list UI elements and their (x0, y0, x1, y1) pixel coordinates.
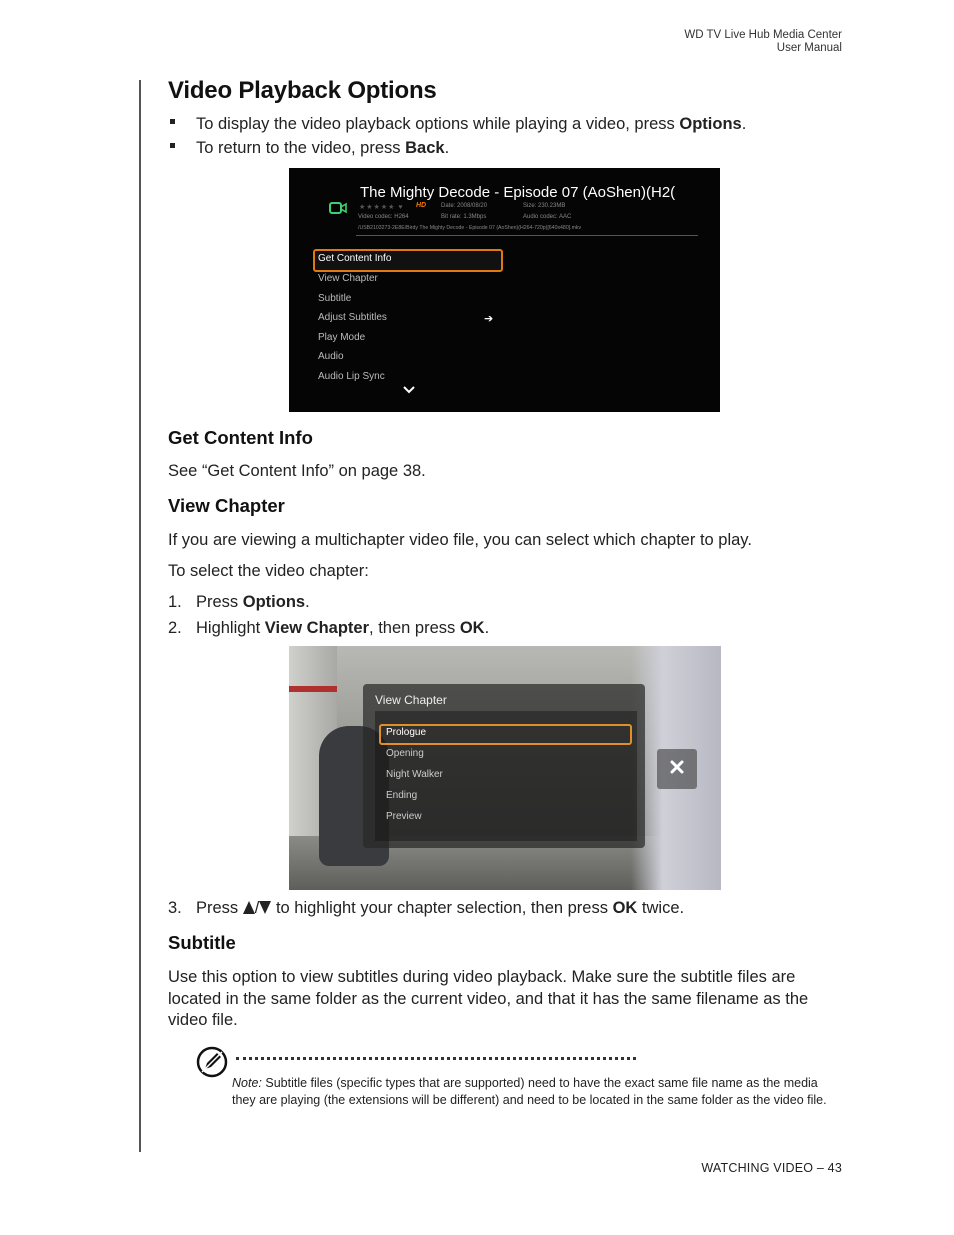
chapter-item[interactable]: Opening (386, 748, 424, 759)
bullet-item: To return to the video, press Back. (168, 137, 746, 161)
chapter-item[interactable]: Prologue (386, 727, 427, 738)
rating-stars-icon: ★★★★★ ♥ (359, 204, 404, 211)
running-header (684, 29, 842, 55)
step-2: 2. Highlight View Chapter, then press OK. (168, 619, 490, 637)
meta-audio-codec: Audio codec: AAC (523, 214, 572, 220)
chevron-down-icon[interactable] (402, 385, 416, 394)
margin-rule (139, 80, 141, 1152)
chapter-dialog-title: View Chapter (375, 693, 447, 707)
heading-subtitle: Subtitle (168, 932, 236, 953)
step-1: 1. Press Options. (168, 593, 310, 611)
background-stripe (289, 686, 337, 692)
chapter-item[interactable]: Ending (386, 790, 418, 801)
step-3: 3. Press / to highlight your chapter selection, then press OK twice. (168, 899, 685, 917)
heading-view-chapter: View Chapter (168, 495, 285, 516)
heading-get-content-info: Get Content Info (168, 427, 313, 448)
hd-badge: HD (416, 202, 427, 209)
menu-item-play-mode[interactable]: Play Mode (318, 332, 366, 343)
menu-item-audio-lip-sync[interactable]: Audio Lip Sync (318, 371, 385, 382)
chapter-item[interactable]: Night Walker (386, 769, 443, 780)
meta-video-codec: Video codec: H264 (358, 214, 409, 220)
video-camera-icon (329, 201, 347, 215)
menu-item-get-content-info[interactable]: Get Content Info (318, 253, 392, 264)
meta-bit-rate: Bit rate: 1.3Mbps (441, 214, 487, 220)
view-chapter-instruction: To select the video chapter: (168, 562, 369, 580)
note-dotted-rule (236, 1057, 636, 1060)
view-chapter-text: If you are viewing a multichapter video file, you can select which chapter to play. (168, 531, 752, 549)
note-pencil-icon (196, 1046, 228, 1078)
menu-item-subtitle[interactable]: Subtitle (318, 293, 352, 304)
menu-item-adjust-subtitles[interactable]: Adjust Subtitles (318, 312, 387, 323)
note-text: Note: Subtitle files (specific types that are supported) need to have the exact same file name as the media they are playing (the extensions will be different) and need to be located in the same folder as the video file. (232, 1076, 827, 1107)
header-subtitle: User Manual (776, 42, 842, 54)
meta-file-path: /USB2103273-2E8E/Birdy The Mighty Decode - Episode 07 (AoShen)(H264-720p)[640x480].mkv (358, 225, 582, 231)
playback-options-screenshot (289, 168, 720, 412)
down-arrow-icon (259, 901, 271, 914)
arrow-right-icon: ➔ (484, 313, 494, 325)
menu-item-audio[interactable]: Audio (318, 351, 344, 362)
view-chapter-screenshot (289, 646, 721, 890)
chapter-item[interactable]: Preview (386, 811, 422, 822)
meta-date: Date: 2008/08/20 (441, 203, 488, 209)
get-content-info-text: See “Get Content Info” on page 38. (168, 462, 426, 480)
section-title: Video Playback Options (168, 77, 437, 104)
menu-item-view-chapter[interactable]: View Chapter (318, 273, 378, 284)
meta-size: Size: 230.23MB (523, 203, 566, 209)
up-arrow-icon (243, 901, 255, 914)
bullet-list (168, 113, 746, 161)
page-footer: WATCHING VIDEO – 43 (701, 1161, 842, 1175)
divider (356, 235, 698, 236)
close-icon[interactable] (669, 759, 685, 775)
header-title: WD TV Live Hub Media Center (684, 29, 842, 41)
subtitle-text: Use this option to view subtitles during video playback. Make sure the subtitle files are located in the same folder as the current video, and that it has the same filename as the video file. (168, 968, 809, 1029)
bullet-item: To display the video playback options while playing a video, press Options. (168, 113, 746, 137)
video-title: The Mighty Decode - Episode 07 (AoShen)(H2( (360, 184, 676, 201)
